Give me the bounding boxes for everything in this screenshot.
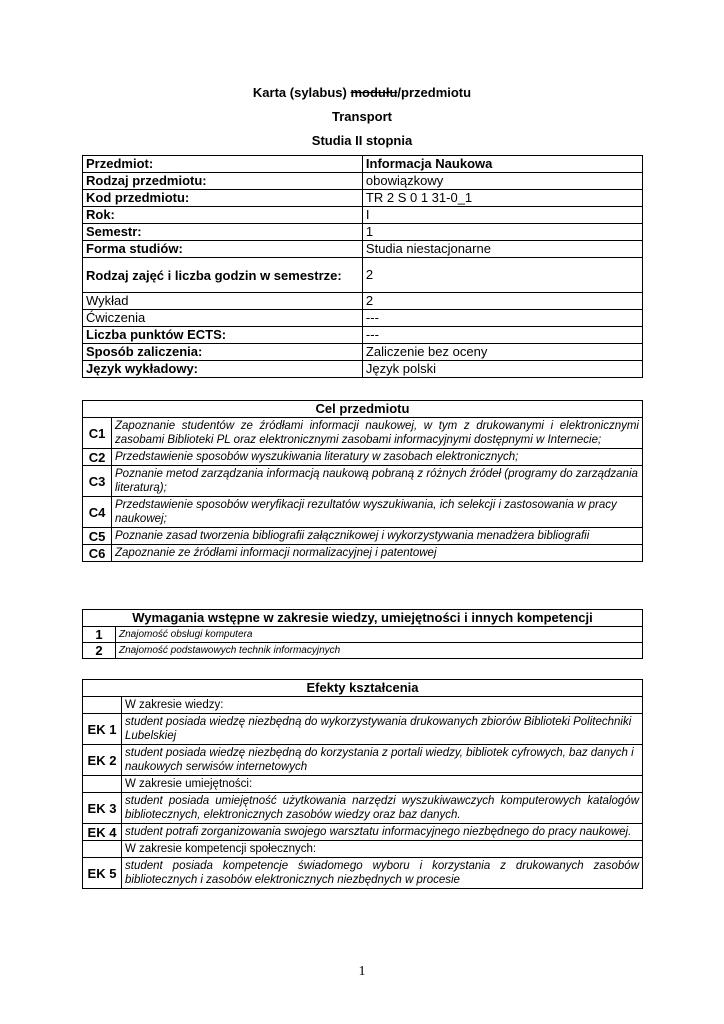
table-row <box>83 643 643 659</box>
objective-code: C3 <box>83 466 112 497</box>
table-row <box>83 497 643 528</box>
table-row <box>83 793 643 824</box>
prerequisite-text: Znajomość obsługi komputera <box>116 627 643 643</box>
value-cell: Zaliczenie bez oceny <box>362 344 642 361</box>
value-cell: --- <box>362 327 642 344</box>
table-header-row <box>83 680 643 697</box>
label-cell: Wykład <box>83 293 363 310</box>
section-heading: Cel przedmiotu <box>83 401 643 418</box>
label-cell: Rodzaj zajęć i liczba godzin w semestrze: <box>83 258 363 293</box>
outcome-text: student posiada wiedzę niezbędną do korzystania z portali wiedzy, bibliotek cyfrowych, baz danych i naukowych serwisów internetowych <box>122 745 643 776</box>
table-row <box>83 156 643 173</box>
objective-code: C2 <box>83 449 112 466</box>
table-header-row <box>83 401 643 418</box>
table-row <box>83 528 643 545</box>
study-level: Studia II stopnia <box>311 133 413 148</box>
table-row <box>83 258 643 293</box>
objective-code: C6 <box>83 545 112 562</box>
label-cell: Liczba punktów ECTS: <box>83 327 363 344</box>
table-row <box>83 697 643 714</box>
section-heading: Efekty kształcenia <box>83 680 643 697</box>
table-row <box>83 173 643 190</box>
course-objectives-table <box>82 400 643 562</box>
value-cell: 1 <box>362 224 642 241</box>
table-row <box>83 293 643 310</box>
title-suffix: /przedmiotu <box>397 85 472 100</box>
label-cell: Forma studiów: <box>83 241 363 258</box>
value-cell: I <box>362 207 642 224</box>
table-row <box>83 627 643 643</box>
value-cell: TR 2 S 0 1 31-0_1 <box>362 190 642 207</box>
table-row <box>83 224 643 241</box>
value-cell: Informacja Naukowa <box>362 156 642 173</box>
label-cell: Sposób zaliczenia: <box>83 344 363 361</box>
learning-outcomes-table <box>82 679 643 889</box>
value-cell: 2 <box>362 293 642 310</box>
outcome-text: student posiada wiedzę niezbędną do wykorzystywania drukowanych zbiorów Biblioteki Politechniki Lubelskiej <box>122 714 643 745</box>
table-row <box>83 841 643 858</box>
table-row <box>83 190 643 207</box>
value-cell: Język polski <box>362 361 642 378</box>
table-row <box>83 241 643 258</box>
label-cell: Język wykładowy: <box>83 361 363 378</box>
field-of-study: Transport <box>332 109 392 124</box>
prerequisite-number: 1 <box>83 627 116 643</box>
table-row <box>83 361 643 378</box>
prerequisite-number: 2 <box>83 643 116 659</box>
objective-code: C1 <box>83 418 112 449</box>
subsection-label: W zakresie kompetencji społecznych: <box>122 841 643 858</box>
subsection-label: W zakresie umiejętności: <box>122 776 643 793</box>
outcome-text: student posiada kompetencje świadomego wyboru i korzystania z drukowanych zasobów bibliotecznych i zasobów elektronicznych niezbędnych w procesie <box>122 858 643 889</box>
table-row <box>83 418 643 449</box>
label-cell: Kod przedmiotu: <box>83 190 363 207</box>
empty-cell <box>83 841 122 858</box>
outcome-code: EK 5 <box>83 858 122 889</box>
objective-code: C5 <box>83 528 112 545</box>
table-row <box>83 858 643 889</box>
table-row <box>83 776 643 793</box>
title-struck-word: modułu <box>350 85 398 100</box>
section-heading: Wymagania wstępne w zakresie wiedzy, umiejętności i innych kompetencji <box>83 610 643 627</box>
value-cell: 2 <box>362 258 642 293</box>
outcome-text: student potrafi zorganizowania swojego warsztatu informacyjnego niezbędnego do pracy naukowej. <box>122 824 643 841</box>
empty-cell <box>83 776 122 793</box>
table-row <box>83 824 643 841</box>
course-info-table <box>82 155 643 378</box>
table-row <box>83 207 643 224</box>
objective-text: Przedstawienie sposobów wyszukiwania literatury w zasobach elektronicznych; <box>112 449 643 466</box>
outcome-text: student posiada umiejętność użytkowania narzędzi wyszukiwawczych komputerowych katalogów bibliotecznych, elektronicznych zasobów wiedzy oraz baz danych. <box>122 793 643 824</box>
table-row <box>83 714 643 745</box>
prerequisites-table <box>82 609 643 659</box>
table-row <box>83 449 643 466</box>
table-row <box>83 466 643 497</box>
objective-code: C4 <box>83 497 112 528</box>
label-cell: Semestr: <box>83 224 363 241</box>
subsection-label: W zakresie wiedzy: <box>122 697 643 714</box>
label-cell: Ćwiczenia <box>83 310 363 327</box>
page-number: 1 <box>358 964 366 979</box>
value-cell: obowiązkowy <box>362 173 642 190</box>
table-row <box>83 327 643 344</box>
label-cell: Rodzaj przedmiotu: <box>83 173 363 190</box>
outcome-code: EK 4 <box>83 824 122 841</box>
value-cell: --- <box>362 310 642 327</box>
label-cell: Rok: <box>83 207 363 224</box>
prerequisite-text: Znajomość podstawowych technik informacyjnych <box>116 643 643 659</box>
outcome-code: EK 2 <box>83 745 122 776</box>
table-row <box>83 745 643 776</box>
objective-text: Poznanie zasad tworzenia bibliografii załącznikowej i wykorzystywania menadżera bibliografii <box>112 528 643 545</box>
table-header-row <box>83 610 643 627</box>
objective-text: Zapoznanie ze źródłami informacji normalizacyjnej i patentowej <box>112 545 643 562</box>
outcome-code: EK 1 <box>83 714 122 745</box>
objective-text: Zapoznanie studentów ze źródłami informacji naukowej, w tym z drukowanymi i elektronicznymi zasobami Biblioteki PL oraz elektronicznymi zasobami informacyjnymi dostępnymi w Internecie; <box>112 418 643 449</box>
value-cell: Studia niestacjonarne <box>362 241 642 258</box>
outcome-code: EK 3 <box>83 793 122 824</box>
table-row <box>83 344 643 361</box>
objective-text: Poznanie metod zarządzania informacją naukową pobraną z różnych źródeł (programy do zarządzania literaturą); <box>112 466 643 497</box>
objective-text: Przedstawienie sposobów weryfikacji rezultatów wyszukiwania, ich selekcji i zastosowania w pracy naukowej; <box>112 497 643 528</box>
table-row <box>83 310 643 327</box>
label-cell: Przedmiot: <box>83 156 363 173</box>
table-row <box>83 545 643 562</box>
title-prefix: Karta (sylabus) <box>252 85 351 100</box>
empty-cell <box>83 697 122 714</box>
document-title <box>0 85 724 100</box>
